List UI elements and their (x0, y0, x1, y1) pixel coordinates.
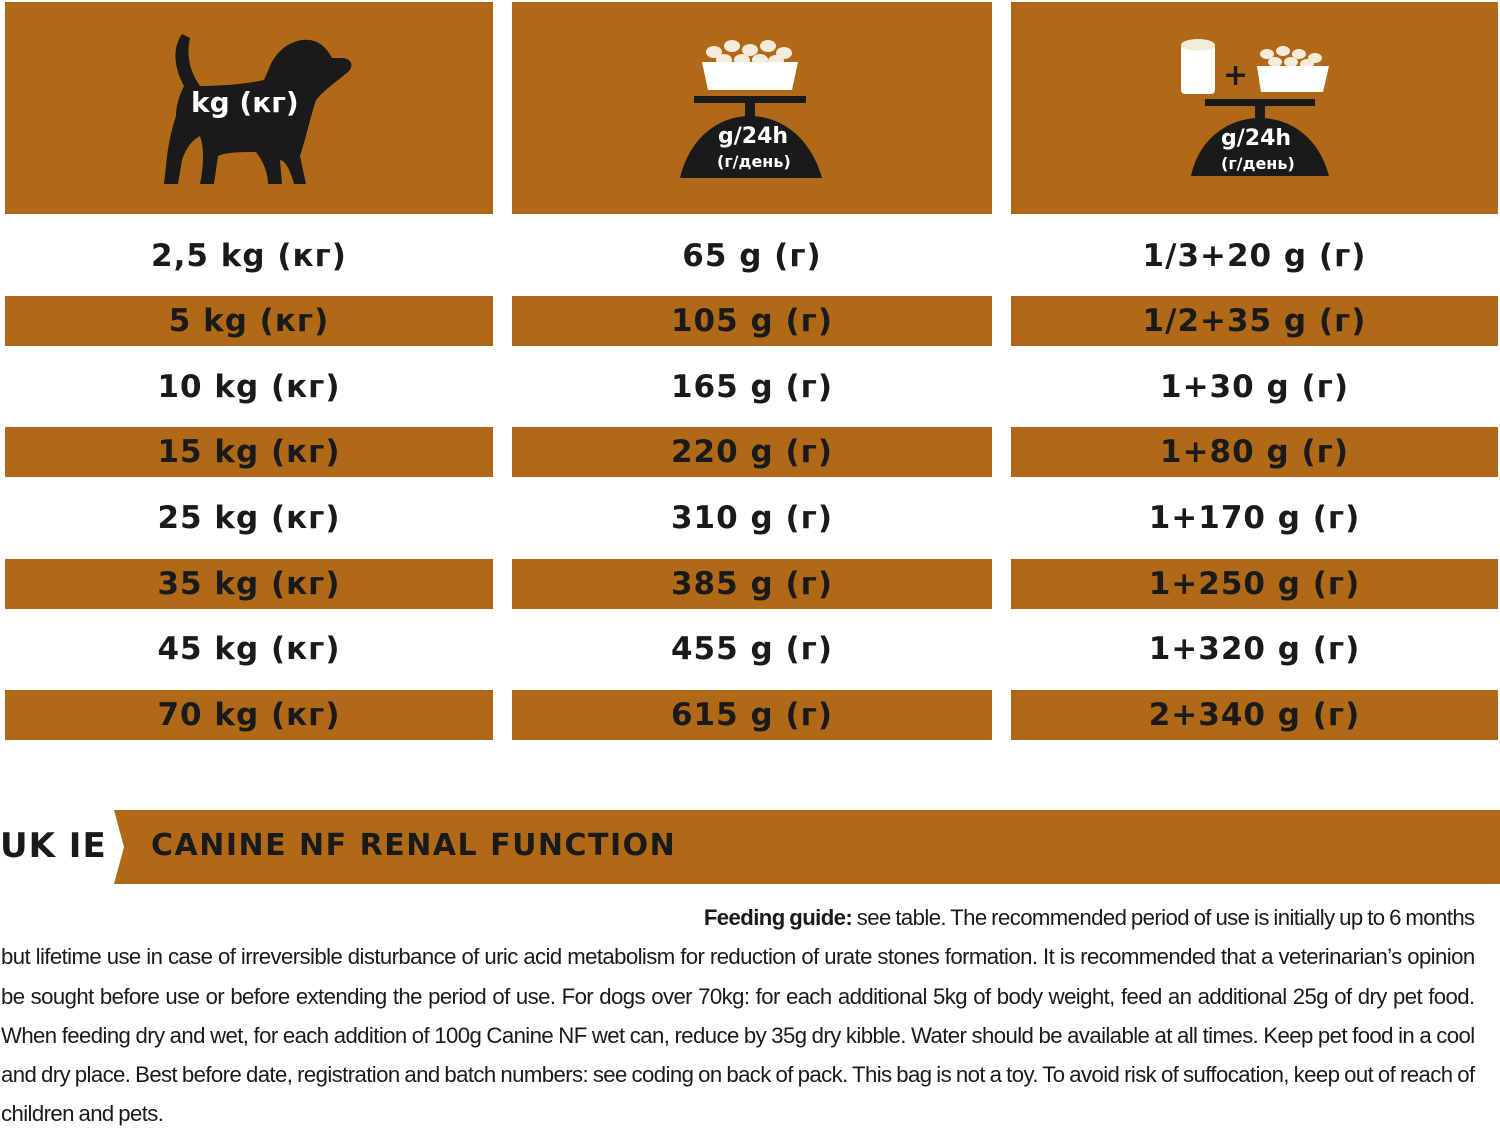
weight-cell: 25 kg (кг) (157, 500, 341, 536)
mixed-amount-cell: 1+80 g (г) (1160, 434, 1349, 470)
weight-cell: 15 kg (кг) (157, 434, 341, 470)
region-code: UK IE (0, 826, 107, 866)
weight-cell: 45 kg (кг) (157, 631, 341, 667)
feeding-guide (1, 898, 1475, 1134)
mixed-amount-cell: 1+250 g (г) (1148, 566, 1361, 602)
dry-amount-cell: 65 g (г) (682, 238, 822, 274)
dry-amount-cell: 220 g (г) (670, 434, 834, 470)
mixed-amount-cell: 1/3+20 g (г) (1142, 238, 1367, 274)
dry-amount-cell: 615 g (г) (670, 697, 834, 733)
mixed-amount-cell: 2+340 g (г) (1148, 697, 1361, 733)
mixed-amount-cell: 1/2+35 g (г) (1142, 303, 1367, 339)
weight-icon-label: kg (кг) (191, 86, 299, 119)
weight-cell: 5 kg (кг) (168, 303, 330, 339)
mixed-amount-cell: 1+170 g (г) (1148, 500, 1361, 536)
dry-amount-cell: 385 g (г) (670, 566, 834, 602)
feeding-guide-body: but lifetime use in case of irreversible disturbance of uric acid metabolism for reduction of urate stones formation. It is recommended that a veterinarian’s opinion be sought before use or before extending the period of use. For dogs over 70kg: for each additional 5kg of body weight, feed an additional 25g of dry pet food. When feeding dry and wet, for each addition of 100g Canine NF wet can, reduce by 35g dry kibble. Water should be available at all times. Keep pet food in a cool and dry place. Best before date, registration and batch numbers: see coding on back of pack. This bag is not a toy. To avoid risk of suffocation, keep out of reach of children and pets. (1, 944, 1475, 1127)
mixed-amount-cell: 1+30 g (г) (1160, 369, 1349, 405)
weight-cell: 10 kg (кг) (157, 369, 341, 405)
weight-cell: 70 kg (кг) (157, 697, 341, 733)
mixed-scale-sublabel: (г/день) (1221, 154, 1295, 173)
dry-amount-cell: 165 g (г) (670, 369, 834, 405)
feeding-guide-first-line (1, 898, 1475, 937)
weight-cell: 2,5 kg (кг) (151, 238, 347, 274)
mixed-scale-label: g/24h (1221, 126, 1292, 151)
dry-food-column-header (512, 2, 992, 214)
dry-amount-cell: 455 g (г) (670, 631, 834, 667)
dry-scale-label: g/24h (718, 124, 789, 149)
dry-amount-cell: 310 g (г) (670, 500, 834, 536)
feeding-guide-intro: see table. The recommended period of use is initially up to 6 months (852, 905, 1475, 930)
mixed-amount-cell: 1+320 g (г) (1148, 631, 1361, 667)
dry-amount-cell: 105 g (г) (670, 303, 834, 339)
feeding-guide-heading: Feeding guide: (703, 905, 853, 930)
weight-cell: 35 kg (кг) (157, 566, 341, 602)
mixed-feeding-column-header (1011, 2, 1498, 214)
dry-scale-sublabel: (г/день) (717, 152, 791, 171)
section-title: CANINE NF RENAL FUNCTION (151, 828, 677, 863)
mixed-plus-sign: + (1223, 58, 1249, 93)
weight-column-header (5, 2, 493, 214)
